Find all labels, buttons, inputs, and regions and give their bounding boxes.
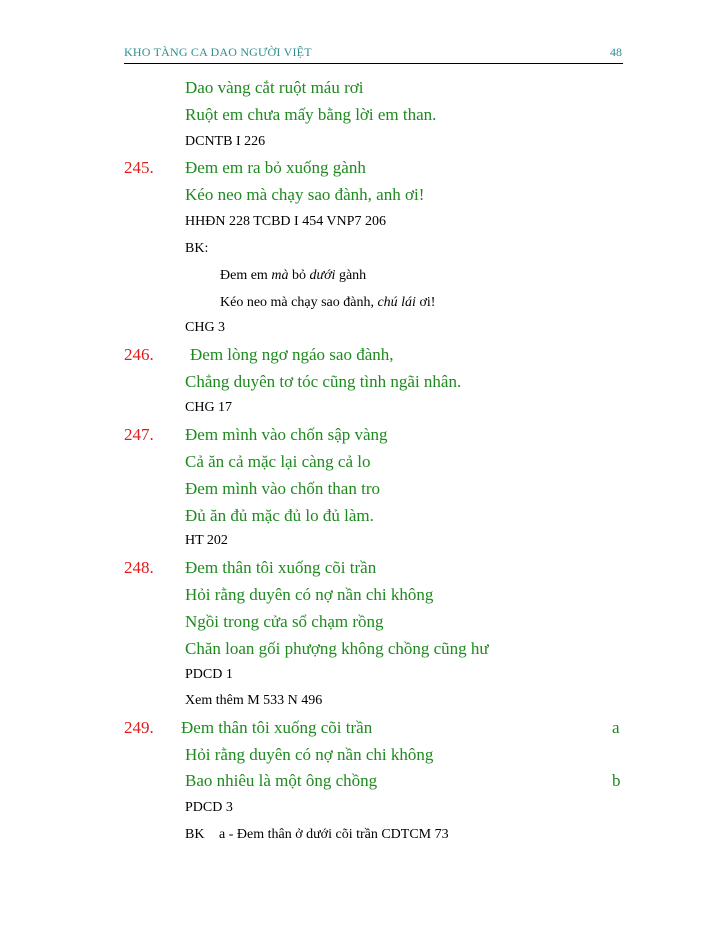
book-title: KHO TÀNG CA DAO NGƯỜI VIỆT xyxy=(124,45,312,59)
verse-line: Dao vàng cắt ruột máu rơi xyxy=(185,78,364,97)
verse-line: Đem thân tôi xuống cõi trần xyxy=(185,558,377,577)
verse-line: Ruột em chưa mấy bằng lời em than. xyxy=(185,105,437,124)
variant-text: a - Đem thân ở dưới cõi trần CDTCM 73 xyxy=(219,827,449,842)
page-number: 48 xyxy=(610,45,622,59)
verse-line: Chẳng duyên tơ tóc cũng tình ngãi nhân. xyxy=(185,372,462,391)
verse-line: Chăn loan gối phượng không chồng cũng hư xyxy=(185,639,489,658)
verse-line: Đem lòng ngơ ngáo sao đành, xyxy=(190,345,394,364)
variant-line: Đem em mà bỏ dưới gành xyxy=(220,268,367,283)
verse-line: Cả ăn cả mặc lại càng cả lo xyxy=(185,452,371,471)
source-reference: PDCD 1 xyxy=(185,667,233,682)
line-marker: b xyxy=(612,771,621,790)
source-reference: PDCD 3 xyxy=(185,800,233,815)
source-reference: DCNTB I 226 xyxy=(185,134,266,149)
verse-number: 247. xyxy=(124,425,154,444)
running-header xyxy=(124,45,622,63)
verse-number: 248. xyxy=(124,558,154,577)
source-reference: CHG 17 xyxy=(185,400,233,415)
verse-number: 249. xyxy=(124,718,154,737)
header-rule xyxy=(124,63,623,64)
verse-line: Kéo neo mà chạy sao đành, anh ơi! xyxy=(185,185,425,204)
verse-line: Đem mình vào chốn sập vàng xyxy=(185,425,388,444)
variant-note xyxy=(185,827,485,845)
verse-line: Ngồi trong cửa sổ chạm rồng xyxy=(185,612,384,631)
source-reference: HT 202 xyxy=(185,533,228,548)
cross-reference: Xem thêm M 533 N 496 xyxy=(185,693,323,708)
source-reference: HHĐN 228 TCBD I 454 VNP7 206 xyxy=(185,214,386,229)
verse-number: 245. xyxy=(124,158,154,177)
variant-line: Kéo neo mà chạy sao đành, chú lái ơi! xyxy=(220,295,436,310)
verse-line: Hỏi rằng duyên có nợ nần chi không xyxy=(185,585,434,604)
verse-number: 246. xyxy=(124,345,154,364)
verse-line: Hỏi rằng duyên có nợ nần chi không xyxy=(185,745,434,764)
source-reference: CHG 3 xyxy=(185,320,226,335)
variant-label: BK xyxy=(185,827,205,842)
verse-line: Đem thân tôi xuống cõi trần xyxy=(181,718,373,737)
verse-line: Đem em ra bỏ xuống gành xyxy=(185,158,366,177)
variant-label: BK: xyxy=(185,241,209,256)
verse-line: Đem mình vào chốn than tro xyxy=(185,479,380,498)
verse-line: Bao nhiêu là một ông chồng xyxy=(185,771,378,790)
line-marker: a xyxy=(612,718,620,737)
verse-line: Đủ ăn đủ mặc đủ lo đủ làm. xyxy=(185,506,374,525)
